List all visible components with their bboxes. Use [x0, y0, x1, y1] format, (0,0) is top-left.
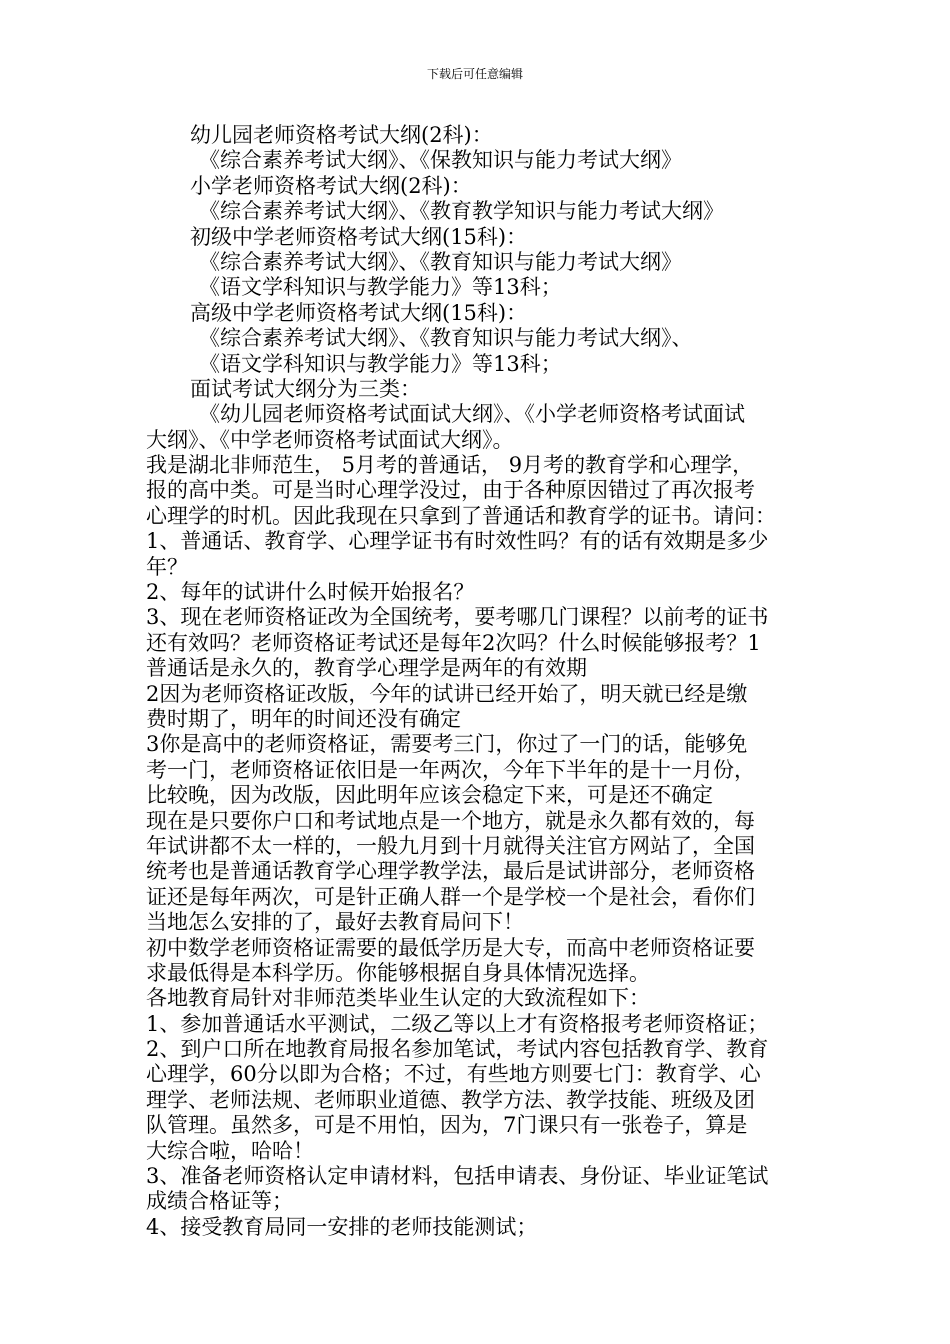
text-line: 报的高中类。可是当时心理学没过，由于各种原因错过了再次报考	[146, 478, 755, 503]
text-line: 我是湖北非师范生， 5月考的普通话， 9月考的教育学和心理学，	[146, 453, 754, 478]
text-line: 《语文学科知识与教学能力》等13科；	[199, 275, 562, 300]
text-line: 大纲》、《中学老师资格考试面试大纲》。	[146, 427, 514, 452]
text-line: 《综合素养考试大纲》、《保教知识与能力考试大纲》	[199, 148, 682, 173]
text-line: 高级中学老师资格考试大纲(15科)：	[190, 300, 528, 325]
text-line: 比较晚，因为改版，因此明年应该会稳定下来，可是还不确定	[146, 783, 713, 808]
text-line: 面试考试大纲分为三类：	[190, 376, 421, 401]
text-line: 3、现在老师资格证改为全国统考，要考哪几门课程？以前考的证书	[146, 605, 769, 630]
text-line: 年？	[146, 554, 188, 579]
text-line: 心理学的时机。因此我现在只拿到了普通话和教育学的证书。请问：	[146, 503, 776, 528]
text-line: 统考也是普通话教育学心理学教学法，最后是试讲部分，老师资格	[146, 859, 755, 884]
text-line: 考一门，老师资格证依旧是一年两次，今年下半年的是十一月份，	[146, 757, 755, 782]
text-line: 小学老师资格考试大纲(2科)：	[190, 173, 472, 198]
text-line: 2因为老师资格证改版，今年的试讲已经开始了，明天就已经是缴	[146, 681, 748, 706]
text-line: 年试讲都不太一样的，一般九月到十月就得关注官方网站了，全国	[146, 833, 755, 858]
page-header: 下载后可任意编辑	[426, 67, 523, 81]
text-line: 4、接受教育局同一安排的老师技能测试；	[146, 1214, 538, 1239]
text-line: 《综合素养考试大纲》、《教育知识与能力考试大纲》	[199, 249, 682, 274]
text-line: 心理学，60分以即为合格；不过，有些地方则要七门：教育学、心	[146, 1062, 761, 1087]
text-line: 1、参加普通话水平测试，二级乙等以上才有资格报考老师资格证；	[146, 1011, 769, 1036]
text-line: 理学、老师法规、老师职业道德、教学方法、教学技能、班级及团	[146, 1087, 755, 1112]
text-line: 初中数学老师资格证需要的最低学历是大专，而高中老师资格证要	[146, 935, 755, 960]
text-line: 当地怎么安排的了，最好去教育局问下！	[146, 910, 524, 935]
text-line: 幼儿园老师资格考试大纲(2科)：	[190, 123, 493, 147]
text-line: 成绩合格证等；	[146, 1189, 293, 1214]
text-line: 求最低得是本科学历。你能够根据自身具体情况选择。	[146, 960, 650, 985]
text-line: 普通话是永久的，教育学心理学是两年的有效期	[146, 656, 587, 681]
text-line: 还有效吗？老师资格证考试还是每年2次吗？什么时候能够报考？1	[146, 630, 761, 655]
text-line: 3你是高中的老师资格证，需要考三门，你过了一门的话，能够免	[146, 732, 748, 757]
text-line: 《语文学科知识与教学能力》等13科；	[199, 351, 562, 376]
text-line: 2、每年的试讲什么时候开始报名？	[146, 580, 475, 605]
text-line: 初级中学老师资格考试大纲(15科)：	[190, 224, 528, 249]
text-line: 2、到户口所在地教育局报名参加笔试，考试内容包括教育学、教育	[146, 1037, 769, 1062]
text-line: 《综合素养考试大纲》、《教育教学知识与能力考试大纲》	[199, 199, 724, 224]
document-body	[146, 123, 814, 1240]
text-line: 队管理。虽然多，可是不用怕，因为，7门课只有一张卷子，算是	[146, 1113, 748, 1138]
text-line: 1、普通话、教育学、心理学证书有时效性吗？有的话有效期是多少	[146, 529, 769, 554]
text-line: 3、准备老师资格认定申请材料，包括申请表、身份证、毕业证笔试	[146, 1164, 769, 1189]
text-line: 《幼儿园老师资格考试面试大纲》、《小学老师资格考试面试	[199, 402, 745, 427]
text-line: 各地教育局针对非师范类毕业生认定的大致流程如下：	[146, 986, 650, 1011]
text-line: 证还是每年两次，可是针正确人群一个是学校一个是社会，看你们	[146, 884, 755, 909]
text-line: 大综合啦，哈哈！	[146, 1138, 314, 1163]
text-line: 费时期了，明年的时间还没有确定	[146, 706, 461, 731]
text-line: 现在是只要你户口和考试地点是一个地方，就是永久都有效的，每	[146, 808, 755, 833]
text-line: 《综合素养考试大纲》、《教育知识与能力考试大纲》、	[199, 326, 693, 351]
